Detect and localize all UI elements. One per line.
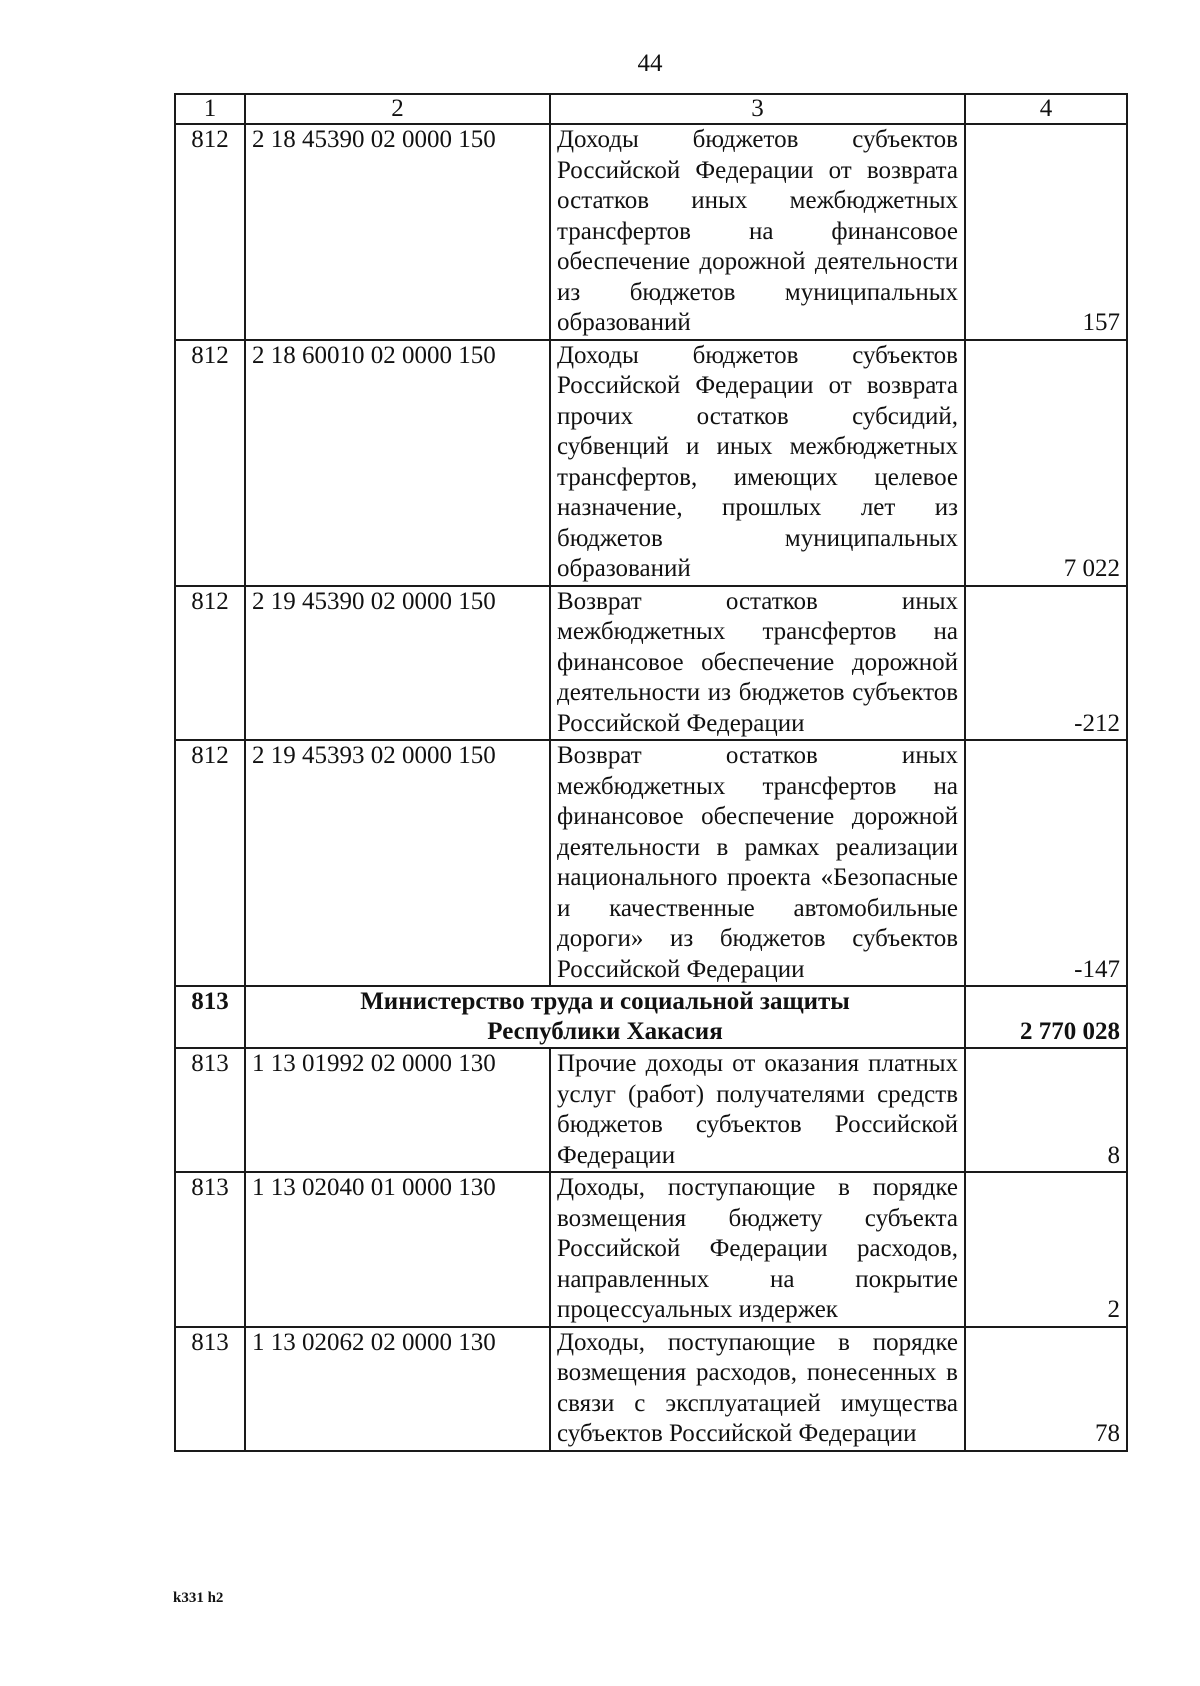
amount-cell: 8 — [965, 1048, 1127, 1172]
admin-code-cell: 812 — [175, 340, 245, 586]
amount-cell: -212 — [965, 586, 1127, 741]
column-header: 3 — [550, 94, 965, 124]
ministry-admin-code: 813 — [175, 986, 245, 1048]
table-header-row — [175, 94, 1127, 124]
ministry-total-amount: 2 770 028 — [965, 986, 1127, 1048]
budget-code-cell: 2 19 45390 02 0000 150 — [245, 586, 550, 741]
budget-code-cell: 2 19 45393 02 0000 150 — [245, 740, 550, 986]
table-row — [175, 1327, 1127, 1451]
table-row — [175, 586, 1127, 741]
table-row — [175, 340, 1127, 586]
ministry-name — [245, 986, 965, 1048]
revenue-name-cell: Доходы бюджетов субъектов Российской Федерации от возврата прочих остатков субсидий, субвенций и иных межбюджетных трансфертов, имеющих целевое назначение, прошлых лет из бюджетов муниципальных образований — [550, 340, 965, 586]
revenue-name-cell: Возврат остатков иных межбюджетных трансфертов на финансовое обеспечение дорожной деятельности из бюджетов субъектов Российской Федерации — [550, 586, 965, 741]
footer-document-code: k331 h2 — [173, 1590, 224, 1606]
amount-cell: 7 022 — [965, 340, 1127, 586]
budget-code-cell: 2 18 60010 02 0000 150 — [245, 340, 550, 586]
table-row — [175, 124, 1127, 340]
ministry-name-line: Министерство труда и социальной защиты — [360, 988, 850, 1015]
revenue-name-cell: Прочие доходы от оказания платных услуг (работ) получателями средств бюджетов субъектов Российской Федерации — [550, 1048, 965, 1172]
column-header: 2 — [245, 94, 550, 124]
budget-code-cell: 1 13 01992 02 0000 130 — [245, 1048, 550, 1172]
budget-code-cell: 2 18 45390 02 0000 150 — [245, 124, 550, 340]
table-row — [175, 1172, 1127, 1327]
table-row — [175, 740, 1127, 986]
budget-code-cell: 1 13 02040 01 0000 130 — [245, 1172, 550, 1327]
revenue-name-cell: Доходы, поступающие в порядке возмещения бюджету субъекта Российской Федерации расходов, направленных на покрытие процессуальных издержек — [550, 1172, 965, 1327]
table-row — [175, 1048, 1127, 1172]
amount-cell: 2 — [965, 1172, 1127, 1327]
admin-code-cell: 812 — [175, 586, 245, 741]
revenue-name-cell: Доходы бюджетов субъектов Российской Федерации от возврата остатков иных межбюджетных трансфертов на финансовое обеспечение дорожной деятельности из бюджетов муниципальных образований — [550, 124, 965, 340]
admin-code-cell: 813 — [175, 1327, 245, 1451]
budget-code-cell: 1 13 02062 02 0000 130 — [245, 1327, 550, 1451]
amount-cell: -147 — [965, 740, 1127, 986]
column-header: 1 — [175, 94, 245, 124]
admin-code-cell: 812 — [175, 740, 245, 986]
admin-code-cell: 813 — [175, 1172, 245, 1327]
amount-cell: 157 — [965, 124, 1127, 340]
ministry-row — [175, 986, 1127, 1048]
column-header: 4 — [965, 94, 1127, 124]
admin-code-cell: 813 — [175, 1048, 245, 1172]
revenue-table — [174, 93, 1128, 1452]
ministry-name-line: Республики Хакасия — [487, 1018, 723, 1045]
page-number: 44 — [637, 50, 663, 77]
admin-code-cell: 812 — [175, 124, 245, 340]
revenue-name-cell: Возврат остатков иных межбюджетных трансфертов на финансовое обеспечение дорожной деятельности в рамках реализации национального проекта «Безопасные и качественные автомобильные дороги» из бюджетов субъектов Российской Федерации — [550, 740, 965, 986]
amount-cell: 78 — [965, 1327, 1127, 1451]
revenue-name-cell: Доходы, поступающие в порядке возмещения расходов, понесенных в связи с эксплуатацией имущества субъектов Российской Федерации — [550, 1327, 965, 1451]
